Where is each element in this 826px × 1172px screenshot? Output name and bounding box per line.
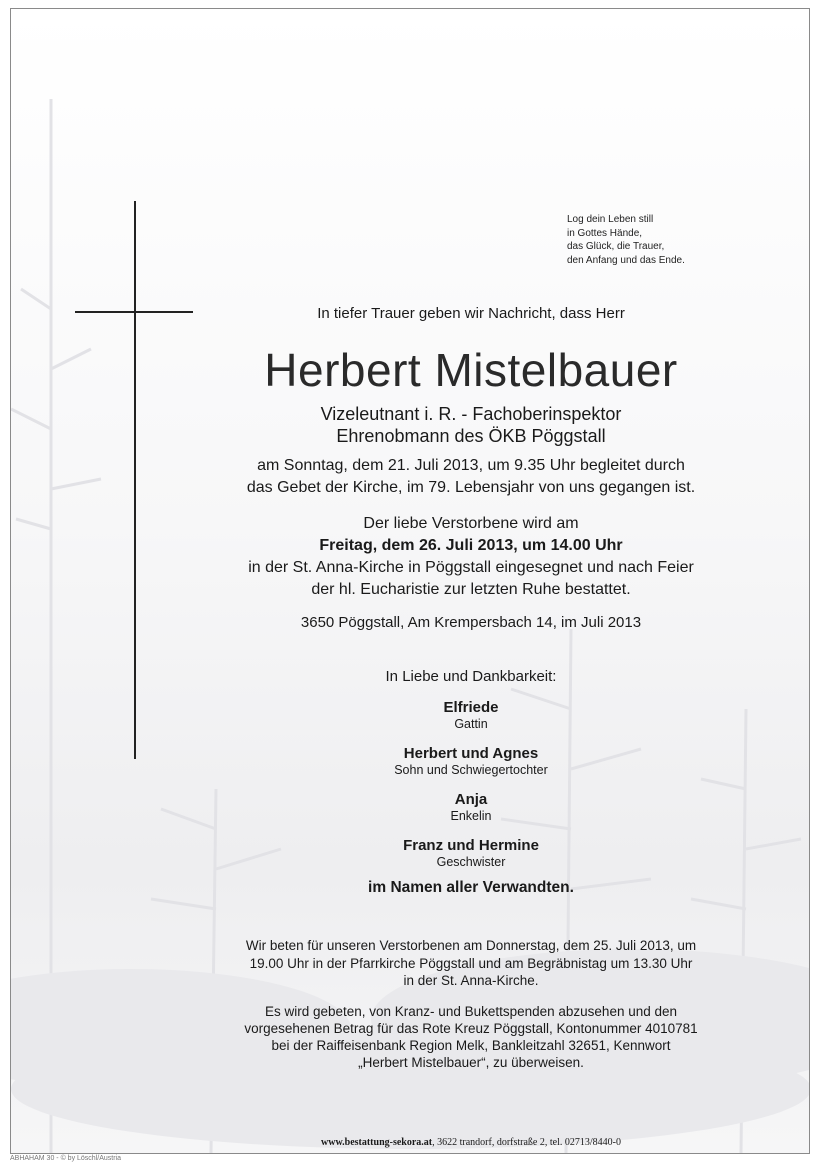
funeral-line: in der St. Anna-Kirche in Pöggstall eingesegnet und nach Feier [248, 559, 694, 576]
family-member-relation: Sohn und Schwiegertochter [394, 763, 548, 777]
footer-address: , 3622 trandorf, dorfstraße 2, tel. 02713/8440-0 [432, 1137, 621, 1148]
family-member [271, 745, 671, 778]
family-member-relation: Enkelin [450, 809, 492, 823]
funeral-notice [221, 513, 721, 601]
rank-title [221, 403, 721, 447]
print-reference: ABHAHAM 30 - © by Löschl/Austria [10, 1155, 121, 1162]
family-member-relation: Gattin [454, 717, 488, 731]
poem-line: den Anfang und das Ende. [567, 254, 685, 266]
prayer-line: in der St. Anna-Kirche. [403, 973, 539, 988]
funeral-date: Freitag, dem 26. Juli 2013, um 14.00 Uhr [319, 537, 623, 554]
all-relatives-line: im Namen aller Verwandten. [368, 879, 574, 896]
cross-vertical-beam [134, 201, 136, 759]
love-line: In Liebe und Dankbarkeit: [385, 668, 557, 685]
family-member [271, 837, 671, 870]
funeral-line: Der liebe Verstorbene wird am [363, 515, 579, 532]
address-line: 3650 Pöggstall, Am Krempersbach 14, im Juli 2013 [300, 614, 642, 631]
donation-line: Es wird gebeten, von Kranz- und Bukettspenden abzusehen und den [264, 1004, 678, 1019]
family-member-name: Herbert und Agnes [403, 745, 539, 762]
parte-page [10, 8, 810, 1154]
donation-line: „Herbert Mistelbauer“, zu überweisen. [358, 1055, 584, 1070]
footer-contact [221, 1137, 721, 1148]
prayer-notice [221, 937, 721, 990]
family-member [271, 699, 671, 732]
prayer-line: Wir beten für unseren Verstorbenen am Donnerstag, dem 25. Juli 2013, um [245, 938, 697, 953]
funeral-line: der hl. Eucharistie zur letzten Ruhe bestattet. [311, 581, 631, 598]
family-member-name: Elfriede [443, 699, 499, 716]
poem-line: das Glück, die Trauer, [567, 241, 665, 252]
rank-line: Vizeleutnant i. R. - Fachoberinspektor [320, 404, 622, 424]
death-line: das Gebet der Kirche, im 79. Lebensjahr von uns gegangen ist. [246, 479, 696, 496]
footer-website: www.bestattung-sekora.at [321, 1137, 433, 1148]
donation-line: vorgesehenen Betrag für das Rote Kreuz Pöggstall, Kontonummer 4010781 [244, 1021, 698, 1036]
rank-line: Ehrenobmann des ÖKB Pöggstall [336, 426, 606, 446]
donation-notice [221, 1003, 721, 1071]
poem-line: in Gottes Hände, [567, 227, 643, 239]
death-line: am Sonntag, dem 21. Juli 2013, um 9.35 Uhr begleitet durch [257, 457, 685, 474]
intro-text: In tiefer Trauer geben wir Nachricht, dass Herr [317, 305, 625, 322]
cross-horizontal-beam [75, 311, 193, 313]
death-notice [221, 455, 721, 499]
family-member [271, 791, 671, 824]
family-member-relation: Geschwister [436, 855, 506, 869]
poem-line: Log dein Leben still [567, 214, 654, 225]
family-member-name: Anja [454, 791, 488, 808]
family-member-name: Franz und Hermine [403, 837, 539, 854]
donation-line: bei der Raiffeisenbank Region Melk, Bankleitzahl 32651, Kennwort [271, 1038, 671, 1053]
poem [567, 213, 685, 267]
prayer-line: 19.00 Uhr in der Pfarrkirche Pöggstall und am Begräbnistag um 13.30 Uhr [249, 955, 693, 971]
deceased-name: Herbert Mistelbauer [264, 344, 678, 396]
